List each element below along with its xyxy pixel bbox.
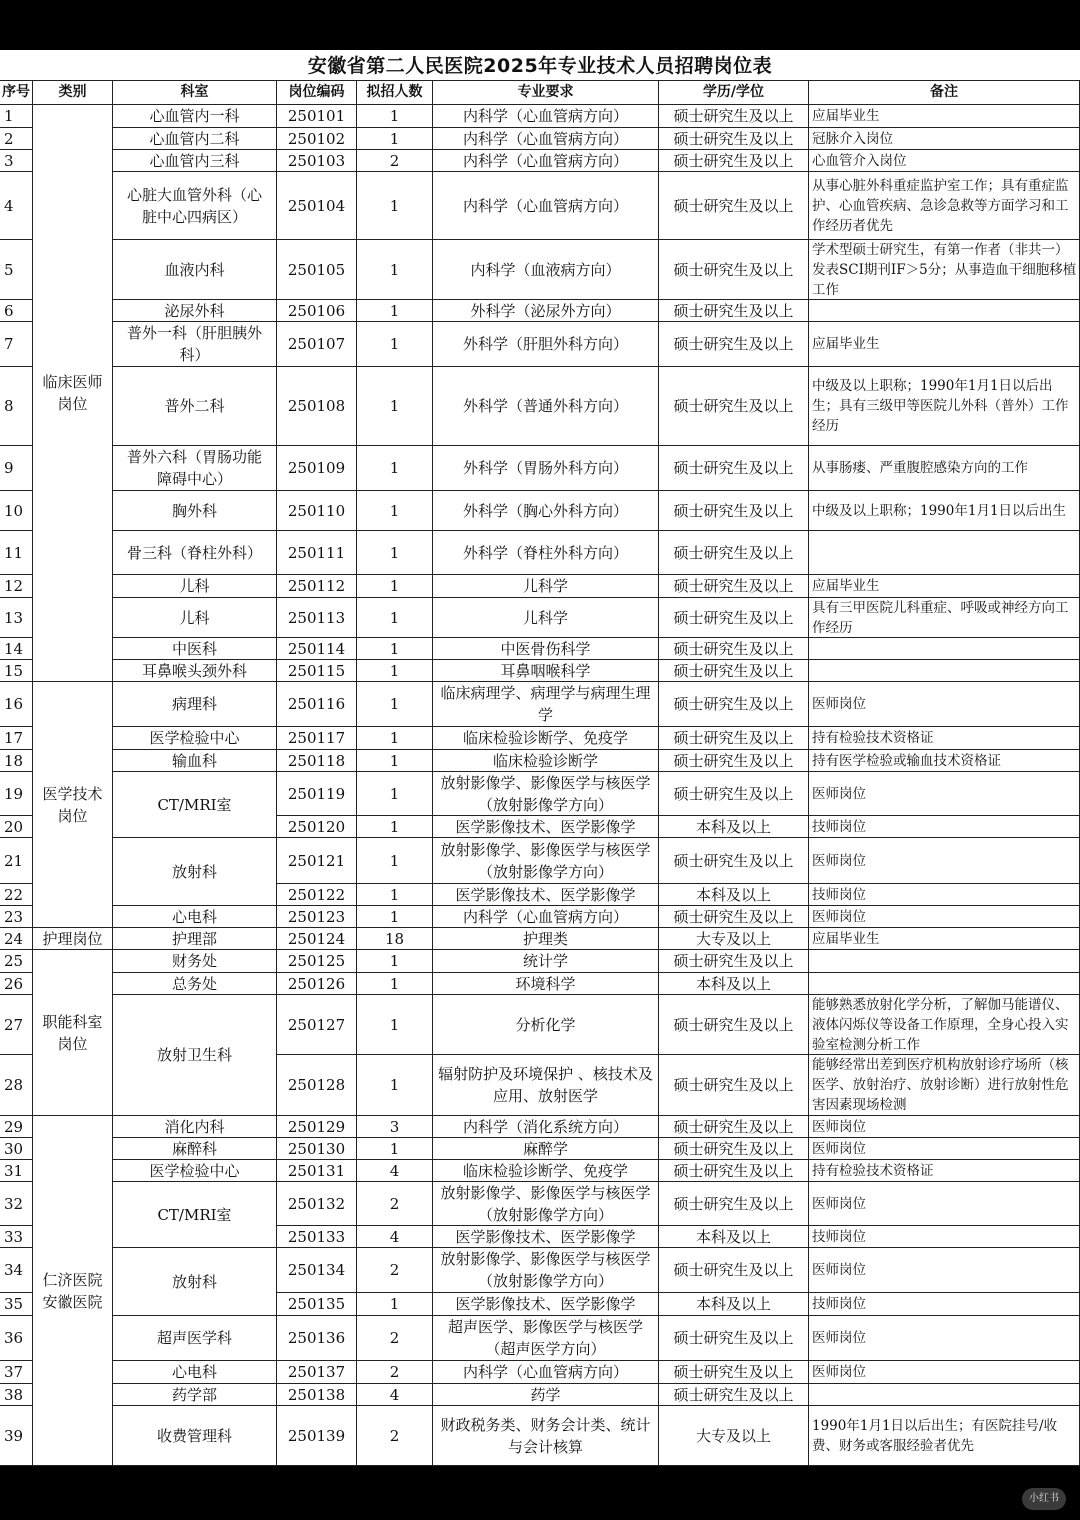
row-number: 9 — [0, 446, 33, 491]
remarks-cell: 医师岗位 — [809, 1248, 1080, 1293]
hire-count: 2 — [357, 1182, 433, 1226]
hire-count: 1 — [357, 884, 433, 906]
row-number: 35 — [0, 1293, 33, 1316]
education-requirement: 硕士研究生及以上 — [659, 772, 809, 816]
education-requirement: 硕士研究生及以上 — [659, 1316, 809, 1361]
remarks-cell — [809, 1384, 1080, 1406]
remarks-cell: 冠脉介入岗位 — [809, 128, 1080, 150]
education-requirement: 硕士研究生及以上 — [659, 1055, 809, 1116]
recruitment-table — [0, 80, 1080, 1465]
hire-count: 2 — [357, 150, 433, 172]
major-requirement: 中医骨伤科学 — [433, 638, 659, 660]
hire-count: 1 — [357, 491, 433, 531]
education-requirement: 大专及以上 — [659, 1406, 809, 1466]
hire-count: 1 — [357, 172, 433, 240]
major-requirement: 统计学 — [433, 950, 659, 973]
position-code: 250122 — [277, 884, 357, 906]
row-number: 5 — [0, 240, 33, 300]
major-requirement: 外科学（泌尿外方向） — [433, 300, 659, 322]
hire-count: 1 — [357, 446, 433, 491]
department-cell: 心血管内三科 — [113, 150, 277, 172]
major-requirement: 耳鼻咽喉科学 — [433, 660, 659, 682]
major-requirement: 护理类 — [433, 928, 659, 950]
education-requirement: 硕士研究生及以上 — [659, 367, 809, 446]
row-number: 14 — [0, 638, 33, 660]
row-number: 27 — [0, 995, 33, 1055]
hire-count: 1 — [357, 531, 433, 575]
category-cell: 医学技术岗位 — [33, 682, 113, 928]
position-code: 250103 — [277, 150, 357, 172]
education-requirement: 硕士研究生及以上 — [659, 1384, 809, 1406]
hire-count: 1 — [357, 682, 433, 727]
major-requirement: 外科学（胃肠外科方向） — [433, 446, 659, 491]
major-requirement: 内科学（心血管病方向） — [433, 150, 659, 172]
department-cell: 普外六科（胃肠功能障碍中心） — [113, 446, 277, 491]
table-header-cell: 序号 — [0, 80, 33, 105]
hire-count: 1 — [357, 973, 433, 995]
department-cell: CT/MRI室 — [113, 772, 277, 838]
row-number: 39 — [0, 1406, 33, 1466]
row-number: 32 — [0, 1182, 33, 1226]
hire-count: 1 — [357, 240, 433, 300]
major-requirement: 外科学（脊柱外科方向） — [433, 531, 659, 575]
major-requirement: 儿科学 — [433, 598, 659, 638]
position-code: 250105 — [277, 240, 357, 300]
education-requirement: 硕士研究生及以上 — [659, 172, 809, 240]
position-code: 250104 — [277, 172, 357, 240]
remarks-cell: 具有三甲医院儿科重症、呼吸或神经方向工作经历 — [809, 598, 1080, 638]
major-requirement: 放射影像学、影像医学与核医学（放射影像学方向） — [433, 1182, 659, 1226]
department-cell: 财务处 — [113, 950, 277, 973]
position-code: 250116 — [277, 682, 357, 727]
table-header-cell: 学历/学位 — [659, 80, 809, 105]
education-requirement: 本科及以上 — [659, 973, 809, 995]
position-code: 250120 — [277, 816, 357, 838]
hire-count: 1 — [357, 660, 433, 682]
major-requirement: 临床病理学、病理学与病理生理学 — [433, 682, 659, 727]
department-cell: 心电科 — [113, 906, 277, 928]
position-code: 250107 — [277, 322, 357, 367]
remarks-cell: 持有医学检验或输血技术资格证 — [809, 750, 1080, 772]
hire-count: 1 — [357, 995, 433, 1055]
category-cell: 临床医师岗位 — [33, 105, 113, 682]
education-requirement: 本科及以上 — [659, 884, 809, 906]
position-code: 250131 — [277, 1160, 357, 1182]
position-code: 250125 — [277, 950, 357, 973]
row-number: 11 — [0, 531, 33, 575]
department-cell: 泌尿外科 — [113, 300, 277, 322]
hire-count: 1 — [357, 367, 433, 446]
hire-count: 1 — [357, 322, 433, 367]
major-requirement: 外科学（胸心外科方向） — [433, 491, 659, 531]
remarks-cell: 技师岗位 — [809, 1293, 1080, 1316]
hire-count: 1 — [357, 816, 433, 838]
row-number: 16 — [0, 682, 33, 727]
department-cell: 放射科 — [113, 838, 277, 906]
category-cell: 护理岗位 — [33, 928, 113, 950]
education-requirement: 硕士研究生及以上 — [659, 950, 809, 973]
table-header-cell: 岗位编码 — [277, 80, 357, 105]
remarks-cell: 医师岗位 — [809, 1116, 1080, 1138]
row-number: 1 — [0, 105, 33, 128]
position-code: 250119 — [277, 772, 357, 816]
row-number: 7 — [0, 322, 33, 367]
row-number: 28 — [0, 1055, 33, 1116]
department-cell: 儿科 — [113, 598, 277, 638]
department-cell: 输血科 — [113, 750, 277, 772]
position-code: 250118 — [277, 750, 357, 772]
position-code: 250135 — [277, 1293, 357, 1316]
department-cell: 超声医学科 — [113, 1316, 277, 1361]
major-requirement: 临床检验诊断学、免疫学 — [433, 1160, 659, 1182]
remarks-cell: 技师岗位 — [809, 1226, 1080, 1248]
education-requirement: 硕士研究生及以上 — [659, 491, 809, 531]
hire-count: 1 — [357, 105, 433, 128]
position-code: 250129 — [277, 1116, 357, 1138]
row-number: 17 — [0, 727, 33, 750]
department-cell: 心脏大血管外科（心脏中心四病区） — [113, 172, 277, 240]
department-cell: 护理部 — [113, 928, 277, 950]
major-requirement: 内科学（心血管病方向） — [433, 906, 659, 928]
remarks-cell: 医师岗位 — [809, 772, 1080, 816]
remarks-cell: 医师岗位 — [809, 1138, 1080, 1160]
department-cell: 普外一科（肝胆胰外科） — [113, 322, 277, 367]
major-requirement: 辐射防护及环境保护 、核技术及应用、放射医学 — [433, 1055, 659, 1116]
position-code: 250113 — [277, 598, 357, 638]
row-number: 31 — [0, 1160, 33, 1182]
hire-count: 1 — [357, 638, 433, 660]
remarks-cell — [809, 300, 1080, 322]
hire-count: 1 — [357, 1055, 433, 1116]
education-requirement: 本科及以上 — [659, 1226, 809, 1248]
position-code: 250112 — [277, 575, 357, 598]
remarks-cell: 从事肠瘘、严重腹腔感染方向的工作 — [809, 446, 1080, 491]
hire-count: 4 — [357, 1160, 433, 1182]
major-requirement: 内科学（心血管病方向） — [433, 172, 659, 240]
position-code: 250134 — [277, 1248, 357, 1293]
position-code: 250138 — [277, 1384, 357, 1406]
major-requirement: 分析化学 — [433, 995, 659, 1055]
remarks-cell: 持有检验技术资格证 — [809, 1160, 1080, 1182]
education-requirement: 硕士研究生及以上 — [659, 638, 809, 660]
department-cell: 心血管内二科 — [113, 128, 277, 150]
row-number: 24 — [0, 928, 33, 950]
department-cell: 耳鼻喉头颈外科 — [113, 660, 277, 682]
hire-count: 1 — [357, 906, 433, 928]
department-cell: 中医科 — [113, 638, 277, 660]
hire-count: 1 — [357, 300, 433, 322]
row-number: 18 — [0, 750, 33, 772]
hire-count: 1 — [357, 950, 433, 973]
department-cell: 总务处 — [113, 973, 277, 995]
remarks-cell: 应届毕业生 — [809, 928, 1080, 950]
remarks-cell: 学术型硕士研究生，有第一作者（非共一）发表SCI期刊IF＞5分；从事造血干细胞移植工作 — [809, 240, 1080, 300]
education-requirement: 硕士研究生及以上 — [659, 1182, 809, 1226]
remarks-cell: 医师岗位 — [809, 1182, 1080, 1226]
major-requirement: 儿科学 — [433, 575, 659, 598]
position-code: 250132 — [277, 1182, 357, 1226]
department-cell: 儿科 — [113, 575, 277, 598]
education-requirement: 硕士研究生及以上 — [659, 575, 809, 598]
table-header-cell: 专业要求 — [433, 80, 659, 105]
position-code: 250123 — [277, 906, 357, 928]
education-requirement: 硕士研究生及以上 — [659, 322, 809, 367]
position-code: 250121 — [277, 838, 357, 884]
education-requirement: 硕士研究生及以上 — [659, 838, 809, 884]
major-requirement: 放射影像学、影像医学与核医学（放射影像学方向） — [433, 772, 659, 816]
department-cell: 麻醉科 — [113, 1138, 277, 1160]
row-number: 2 — [0, 128, 33, 150]
remarks-cell — [809, 660, 1080, 682]
education-requirement: 硕士研究生及以上 — [659, 300, 809, 322]
major-requirement: 内科学（消化系统方向） — [433, 1116, 659, 1138]
major-requirement: 外科学（普通外科方向） — [433, 367, 659, 446]
remarks-cell: 持有检验技术资格证 — [809, 727, 1080, 750]
remarks-cell: 中级及以上职称；1990年1月1日以后出生 — [809, 491, 1080, 531]
position-code: 250136 — [277, 1316, 357, 1361]
remarks-cell — [809, 950, 1080, 973]
education-requirement: 硕士研究生及以上 — [659, 727, 809, 750]
major-requirement: 外科学（肝胆外科方向） — [433, 322, 659, 367]
remarks-cell: 1990年1月1日以后出生；有医院挂号/收费、财务或客服经验者优先 — [809, 1406, 1080, 1466]
remarks-cell: 能够熟悉放射化学分析，了解伽马能谱仪、液体闪烁仪等设备工作原理，全身心投入实验室检测分析工作 — [809, 995, 1080, 1055]
row-number: 23 — [0, 906, 33, 928]
position-code: 250115 — [277, 660, 357, 682]
remarks-cell: 中级及以上职称；1990年1月1日以后出生；具有三级甲等医院儿外科（普外）工作经历 — [809, 367, 1080, 446]
position-code: 250130 — [277, 1138, 357, 1160]
major-requirement: 医学影像技术、医学影像学 — [433, 816, 659, 838]
hire-count: 4 — [357, 1384, 433, 1406]
row-number: 10 — [0, 491, 33, 531]
position-code: 250109 — [277, 446, 357, 491]
row-number: 8 — [0, 367, 33, 446]
department-cell: 胸外科 — [113, 491, 277, 531]
hire-count: 1 — [357, 772, 433, 816]
major-requirement: 财政税务类、财务会计类、统计与会计核算 — [433, 1406, 659, 1466]
remarks-cell: 心血管介入岗位 — [809, 150, 1080, 172]
major-requirement: 内科学（血液病方向） — [433, 240, 659, 300]
hire-count: 1 — [357, 598, 433, 638]
department-cell: 放射卫生科 — [113, 995, 277, 1116]
education-requirement: 硕士研究生及以上 — [659, 660, 809, 682]
row-number: 22 — [0, 884, 33, 906]
row-number: 3 — [0, 150, 33, 172]
department-cell: 消化内科 — [113, 1116, 277, 1138]
hire-count: 2 — [357, 1316, 433, 1361]
position-code: 250137 — [277, 1361, 357, 1384]
remarks-cell: 医师岗位 — [809, 1316, 1080, 1361]
department-cell: 心电科 — [113, 1361, 277, 1384]
row-number: 26 — [0, 973, 33, 995]
education-requirement: 硕士研究生及以上 — [659, 995, 809, 1055]
remarks-cell: 医师岗位 — [809, 1361, 1080, 1384]
department-cell: 普外二科 — [113, 367, 277, 446]
department-cell: CT/MRI室 — [113, 1182, 277, 1248]
row-number: 12 — [0, 575, 33, 598]
remarks-cell: 医师岗位 — [809, 682, 1080, 727]
position-code: 250117 — [277, 727, 357, 750]
education-requirement: 硕士研究生及以上 — [659, 1160, 809, 1182]
education-requirement: 硕士研究生及以上 — [659, 1361, 809, 1384]
row-number: 36 — [0, 1316, 33, 1361]
remarks-cell: 应届毕业生 — [809, 105, 1080, 128]
hire-count: 2 — [357, 1361, 433, 1384]
hire-count: 1 — [357, 575, 433, 598]
education-requirement: 硕士研究生及以上 — [659, 598, 809, 638]
education-requirement: 硕士研究生及以上 — [659, 1138, 809, 1160]
row-number: 30 — [0, 1138, 33, 1160]
major-requirement: 临床检验诊断学 — [433, 750, 659, 772]
row-number: 38 — [0, 1384, 33, 1406]
watermark-badge: 小红书 — [1022, 1488, 1066, 1510]
table-header-cell: 备注 — [809, 80, 1080, 105]
row-number: 20 — [0, 816, 33, 838]
row-number: 34 — [0, 1248, 33, 1293]
education-requirement: 本科及以上 — [659, 1293, 809, 1316]
education-requirement: 硕士研究生及以上 — [659, 446, 809, 491]
position-code: 250127 — [277, 995, 357, 1055]
department-cell: 药学部 — [113, 1384, 277, 1406]
education-requirement: 硕士研究生及以上 — [659, 682, 809, 727]
remarks-cell: 医师岗位 — [809, 838, 1080, 884]
remarks-cell: 医师岗位 — [809, 906, 1080, 928]
major-requirement: 麻醉学 — [433, 1138, 659, 1160]
hire-count: 1 — [357, 1138, 433, 1160]
remarks-cell: 能够经常出差到医疗机构放射诊疗场所（核医学、放射治疗、放射诊断）进行放射性危害因素现场检测 — [809, 1055, 1080, 1116]
table-header-cell: 类别 — [33, 80, 113, 105]
hire-count: 2 — [357, 1248, 433, 1293]
education-requirement: 硕士研究生及以上 — [659, 531, 809, 575]
remarks-cell: 应届毕业生 — [809, 322, 1080, 367]
education-requirement: 本科及以上 — [659, 816, 809, 838]
sheet-title: 安徽省第二人民医院2025年专业技术人员招聘岗位表 — [307, 55, 773, 77]
position-code: 250108 — [277, 367, 357, 446]
row-number: 19 — [0, 772, 33, 816]
education-requirement: 硕士研究生及以上 — [659, 1248, 809, 1293]
row-number: 25 — [0, 950, 33, 973]
position-code: 250126 — [277, 973, 357, 995]
remarks-cell: 技师岗位 — [809, 816, 1080, 838]
hire-count: 4 — [357, 1226, 433, 1248]
department-cell: 骨三科（脊柱外科） — [113, 531, 277, 575]
education-requirement: 硕士研究生及以上 — [659, 906, 809, 928]
major-requirement: 内科学（心血管病方向） — [433, 1361, 659, 1384]
row-number: 4 — [0, 172, 33, 240]
position-code: 250124 — [277, 928, 357, 950]
remarks-cell — [809, 973, 1080, 995]
department-cell: 医学检验中心 — [113, 1160, 277, 1182]
position-code: 250102 — [277, 128, 357, 150]
remarks-cell — [809, 531, 1080, 575]
position-code: 250133 — [277, 1226, 357, 1248]
row-number: 37 — [0, 1361, 33, 1384]
major-requirement: 内科学（心血管病方向） — [433, 105, 659, 128]
hire-count: 18 — [357, 928, 433, 950]
major-requirement: 医学影像技术、医学影像学 — [433, 1226, 659, 1248]
department-cell: 医学检验中心 — [113, 727, 277, 750]
major-requirement: 药学 — [433, 1384, 659, 1406]
category-cell: 仁济医院安徽医院 — [33, 1116, 113, 1466]
remarks-cell: 技师岗位 — [809, 884, 1080, 906]
position-code: 250110 — [277, 491, 357, 531]
hire-count: 1 — [357, 1293, 433, 1316]
row-number: 33 — [0, 1226, 33, 1248]
remarks-cell — [809, 638, 1080, 660]
hire-count: 1 — [357, 128, 433, 150]
remarks-cell: 从事心脏外科重症监护室工作；具有重症监护、心血管疾病、急诊急救等方面学习和工作经历者优先 — [809, 172, 1080, 240]
major-requirement: 环境科学 — [433, 973, 659, 995]
major-requirement: 临床检验诊断学、免疫学 — [433, 727, 659, 750]
row-number: 21 — [0, 838, 33, 884]
hire-count: 3 — [357, 1116, 433, 1138]
major-requirement: 放射影像学、影像医学与核医学（放射影像学方向） — [433, 838, 659, 884]
major-requirement: 放射影像学、影像医学与核医学（放射影像学方向） — [433, 1248, 659, 1293]
position-code: 250128 — [277, 1055, 357, 1116]
education-requirement: 硕士研究生及以上 — [659, 240, 809, 300]
education-requirement: 硕士研究生及以上 — [659, 128, 809, 150]
education-requirement: 硕士研究生及以上 — [659, 1116, 809, 1138]
major-requirement: 超声医学、影像医学与核医学（超声医学方向） — [433, 1316, 659, 1361]
row-number: 13 — [0, 598, 33, 638]
major-requirement: 医学影像技术、医学影像学 — [433, 1293, 659, 1316]
position-code: 250106 — [277, 300, 357, 322]
row-number: 6 — [0, 300, 33, 322]
position-code: 250111 — [277, 531, 357, 575]
education-requirement: 硕士研究生及以上 — [659, 105, 809, 128]
hire-count: 1 — [357, 750, 433, 772]
row-number: 29 — [0, 1116, 33, 1138]
education-requirement: 硕士研究生及以上 — [659, 750, 809, 772]
department-cell: 心血管内一科 — [113, 105, 277, 128]
department-cell: 血液内科 — [113, 240, 277, 300]
hire-count: 1 — [357, 838, 433, 884]
table-header-cell: 科室 — [113, 80, 277, 105]
table-header-cell: 拟招人数 — [357, 80, 433, 105]
department-cell: 收费管理科 — [113, 1406, 277, 1466]
position-code: 250114 — [277, 638, 357, 660]
hire-count: 2 — [357, 1406, 433, 1466]
remarks-cell: 应届毕业生 — [809, 575, 1080, 598]
education-requirement: 大专及以上 — [659, 928, 809, 950]
category-cell: 职能科室岗位 — [33, 950, 113, 1116]
department-cell: 放射科 — [113, 1248, 277, 1316]
hire-count: 1 — [357, 727, 433, 750]
department-cell: 病理科 — [113, 682, 277, 727]
education-requirement: 硕士研究生及以上 — [659, 150, 809, 172]
major-requirement: 医学影像技术、医学影像学 — [433, 884, 659, 906]
position-code: 250101 — [277, 105, 357, 128]
row-number: 15 — [0, 660, 33, 682]
position-code: 250139 — [277, 1406, 357, 1466]
major-requirement: 内科学（心血管病方向） — [433, 128, 659, 150]
